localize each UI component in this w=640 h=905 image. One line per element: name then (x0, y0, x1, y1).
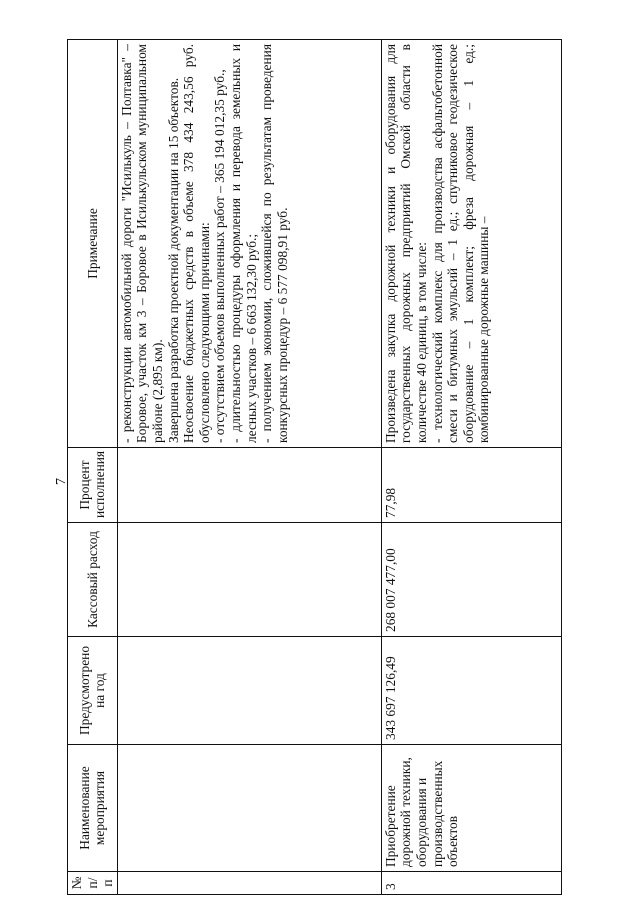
table-row-continuation (117, 40, 381, 895)
cell-number: 3 (381, 872, 561, 895)
header-note: Примечание (68, 40, 118, 448)
note-line: - отсутствием объемов выполненных работ – 365 194 012,35 руб., (212, 69, 228, 443)
header-number: № п/п (68, 872, 118, 895)
cell-note (381, 40, 561, 448)
header-percent: Процент исполнения (68, 448, 118, 523)
note-line: - реконструкции автомобильной дороги "Исилькуль – Полтавка" – Боровое, участок км 3 – Боровое в Исилькульском муниципальном районе (2,895 км). (118, 44, 165, 443)
cell-planned (117, 637, 381, 745)
cell-percent: 77,98 (381, 448, 561, 523)
header-planned: Предусмотрено на год (68, 637, 118, 745)
cell-number (117, 872, 381, 895)
note-line: - длительностью процедуры оформления и перевода земельных и лесных участков – 6 663 132,30 руб.; (227, 44, 259, 443)
cell-percent (117, 448, 381, 523)
note-line: Произведена закупка дорожной техники и оборудования для государственных дорожных предприятий Омской области в количестве 40 единиц, в том числе: (382, 44, 429, 443)
rotated-page-content (53, 40, 598, 895)
cell-note (117, 40, 381, 448)
header-spent: Кассовый расход (68, 523, 118, 637)
note-line: - получением экономии, сложившейся по результатам проведения конкурсных процедур – 6 577 098,91 руб. (259, 44, 290, 443)
note-line: - технологический комплекс для производства асфальтобетонной смеси и битумных эмульсий – 1 ед.; спутниковое геодезическое оборудование – 1 комплект; фреза дорожная – 1 ед.; комбинированные дорожные машины – (429, 44, 492, 443)
report-table (67, 39, 562, 895)
table-row-3 (381, 40, 561, 895)
note-line: Завершена разработка проектной документации на 15 объектов. (165, 77, 181, 443)
cell-name (117, 745, 381, 872)
page-number: 7 (54, 478, 69, 485)
cell-spent (117, 523, 381, 637)
header-name: Наименование мероприятия (68, 745, 118, 872)
cell-name: Приобретение дорожной техники, оборудования и производственных объектов (381, 745, 561, 872)
table-header-row (68, 40, 118, 895)
cell-spent: 268 007 477,00 (381, 523, 561, 637)
note-line: Неосвоение бюджетных средств в объеме 378 434 243,56 руб. обусловлено следующими причинами: (181, 44, 212, 443)
cell-planned: 343 697 126,49 (381, 637, 561, 745)
